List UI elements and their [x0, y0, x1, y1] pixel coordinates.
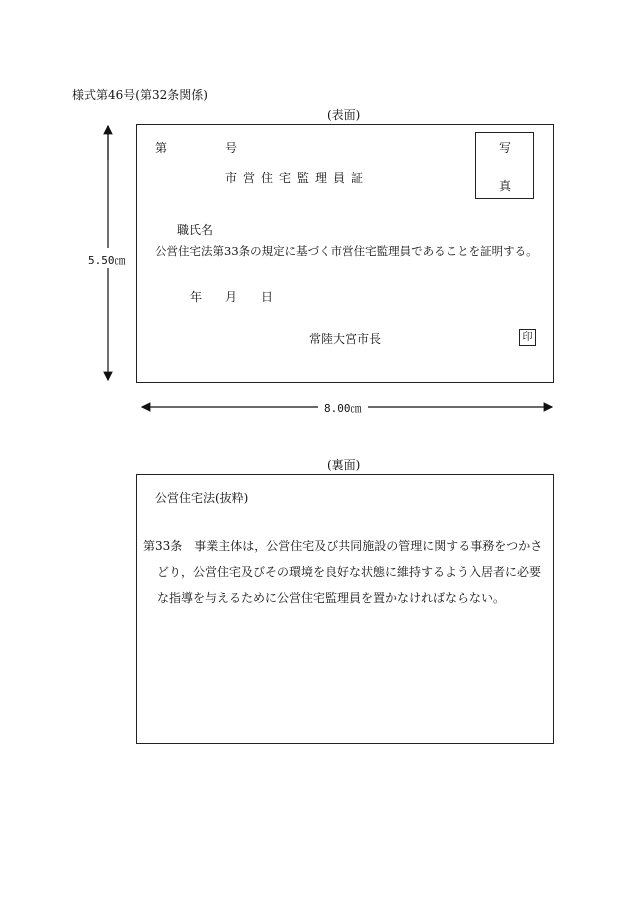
issuer-name: 常陸大宮市長	[309, 332, 382, 346]
date-day: 日	[261, 290, 274, 304]
photo-label-1: 写	[499, 141, 512, 155]
front-heading: (表面)	[327, 108, 361, 122]
back-heading: (裏面)	[327, 458, 361, 472]
photo-box	[475, 132, 534, 199]
photo-label-2: 真	[499, 179, 512, 193]
form-number-title: 様式第46号(第32条関係)	[72, 88, 208, 102]
certification-text: 公営住宅法第33条の規定に基づく市営住宅監理員であることを証明する。	[155, 244, 538, 258]
width-dimension-label: 8.00㎝	[324, 402, 362, 415]
card-title: 市営住宅監理員証	[225, 171, 370, 185]
seal-mark: 印	[519, 329, 536, 346]
date-month: 月	[225, 290, 238, 304]
height-dimension-label: 5.50㎝	[88, 254, 126, 267]
position-name-label: 職氏名	[177, 223, 214, 237]
number-suffix: 号	[225, 141, 238, 155]
article-33-body: 第33条 事業主体は，公営住宅及び共同施設の管理に関する事務をつかさどり，公営住宅及びその環境を良好な状態に維持するよう入居者に必要な指導を与えるために公営住宅監理員を置かなければならない。	[143, 539, 543, 605]
article-33-text	[143, 533, 551, 611]
law-title: 公営住宅法(抜粋)	[155, 491, 249, 505]
date-year: 年	[190, 290, 203, 304]
front-card	[136, 124, 554, 383]
number-prefix: 第	[155, 141, 168, 155]
back-card	[136, 474, 554, 744]
